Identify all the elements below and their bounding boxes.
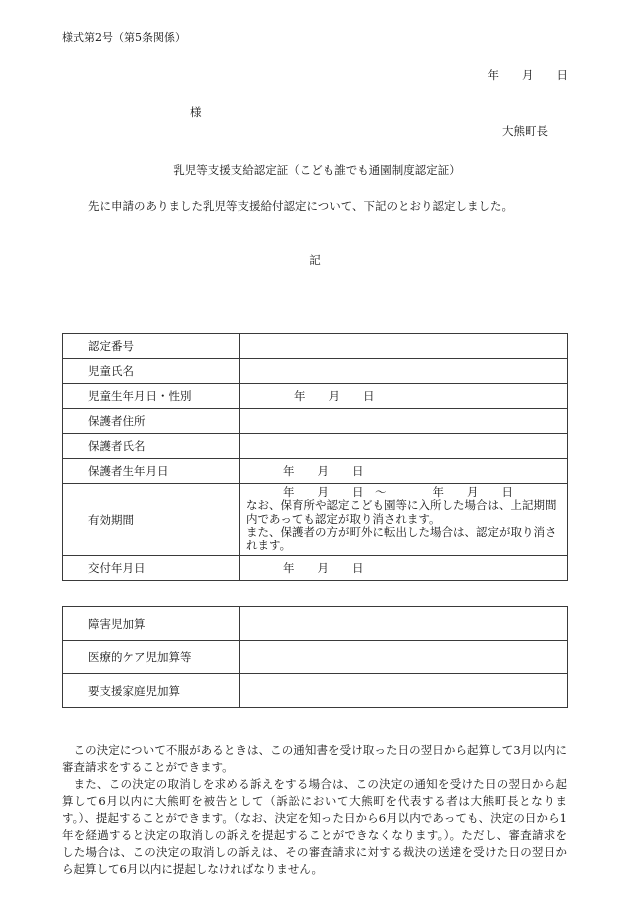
support-family-addition-value (240, 674, 568, 708)
certification-number-label: 認定番号 (63, 334, 240, 359)
row-guardian-name (63, 434, 568, 459)
certificate-table (62, 333, 568, 581)
disability-addition-label: 障害児加算 (63, 607, 240, 641)
row-validity-period (63, 484, 568, 556)
medical-care-addition-label: 医療的ケア児加算等 (63, 641, 240, 674)
issue-date-value: 年 月 日 (240, 556, 568, 581)
guardian-name-label: 保護者氏名 (63, 434, 240, 459)
row-medical-care-addition (63, 641, 568, 674)
appeal-notice (62, 742, 567, 878)
child-name-label: 児童氏名 (63, 359, 240, 384)
guardian-address-value (240, 409, 568, 434)
form-number: 様式第2号（第5条関係） (62, 31, 186, 44)
row-guardian-birthdate (63, 459, 568, 484)
row-guardian-address (63, 409, 568, 434)
addressee-honorific: 様 (190, 105, 202, 119)
notice-paragraph-lawsuit: また、この決定の取消しを求める訴えをする場合は、この決定の通知を受けた日の翌日から起算して6月以内に大熊町を被告として（訴訟において大熊町を代表する者は大熊町長となります。）、提起することができます。（なお、決定を知った日から6月以内であっても、決定の日から1年を経過すると決定の取消しの訴えを提起することができなくなります。）。ただし、審査請求をした場合は、この決定の取消しの訴えは、その審査請求に対する裁決の送達を受けた日の翌日から起算して6月以内に提起しなければなりません。 (62, 777, 567, 876)
medical-care-addition-value (240, 641, 568, 674)
guardian-address-label: 保護者住所 (63, 409, 240, 434)
support-family-addition-label: 要支援家庭児加算 (63, 674, 240, 708)
validity-period-value (240, 484, 568, 556)
validity-note-relocation: また、保護者の方が町外に転出した場合は、認定が取り消されます。 (246, 524, 557, 553)
issue-date-placeholder: 年 月 日 (487, 68, 568, 82)
disability-addition-value (240, 607, 568, 641)
issuer-name: 大熊町長 (502, 124, 548, 138)
row-child-birthdate-sex (63, 384, 568, 409)
ki-heading: 記 (309, 253, 321, 267)
guardian-birthdate-label: 保護者生年月日 (63, 459, 240, 484)
row-issue-date (63, 556, 568, 581)
child-birthdate-sex-label: 児童生年月日・性別 (63, 384, 240, 409)
intro-text: 先に申請のありました乳児等支援給付認定について、下記のとおり認定しました。 (88, 199, 514, 213)
guardian-birthdate-value: 年 月 日 (240, 459, 568, 484)
row-disability-addition (63, 607, 568, 641)
row-child-name (63, 359, 568, 384)
child-name-value (240, 359, 568, 384)
guardian-name-value (240, 434, 568, 459)
row-certification-number (63, 334, 568, 359)
notice-paragraph-review-request: この決定について不服があるときは、この通知書を受け取った日の翌日から起算して3月以内に審査請求をすることができます。 (62, 743, 567, 774)
certification-number-value (240, 334, 568, 359)
row-support-family-addition (63, 674, 568, 708)
document-title: 乳児等支援支給認定証（こども誰でも通園制度認定証） (173, 163, 461, 177)
validity-note-admission: なお、保育所や認定こども園等に入所した場合は、上記期間内であっても認定が取り消されます。 (246, 498, 557, 526)
validity-period-dates: 年 月 日 ～ 年 月 日 (283, 485, 513, 499)
additions-table (62, 606, 568, 708)
validity-period-label: 有効期間 (63, 484, 240, 556)
child-birthdate-value: 年 月 日 (240, 384, 568, 409)
issue-date-label: 交付年月日 (63, 556, 240, 581)
